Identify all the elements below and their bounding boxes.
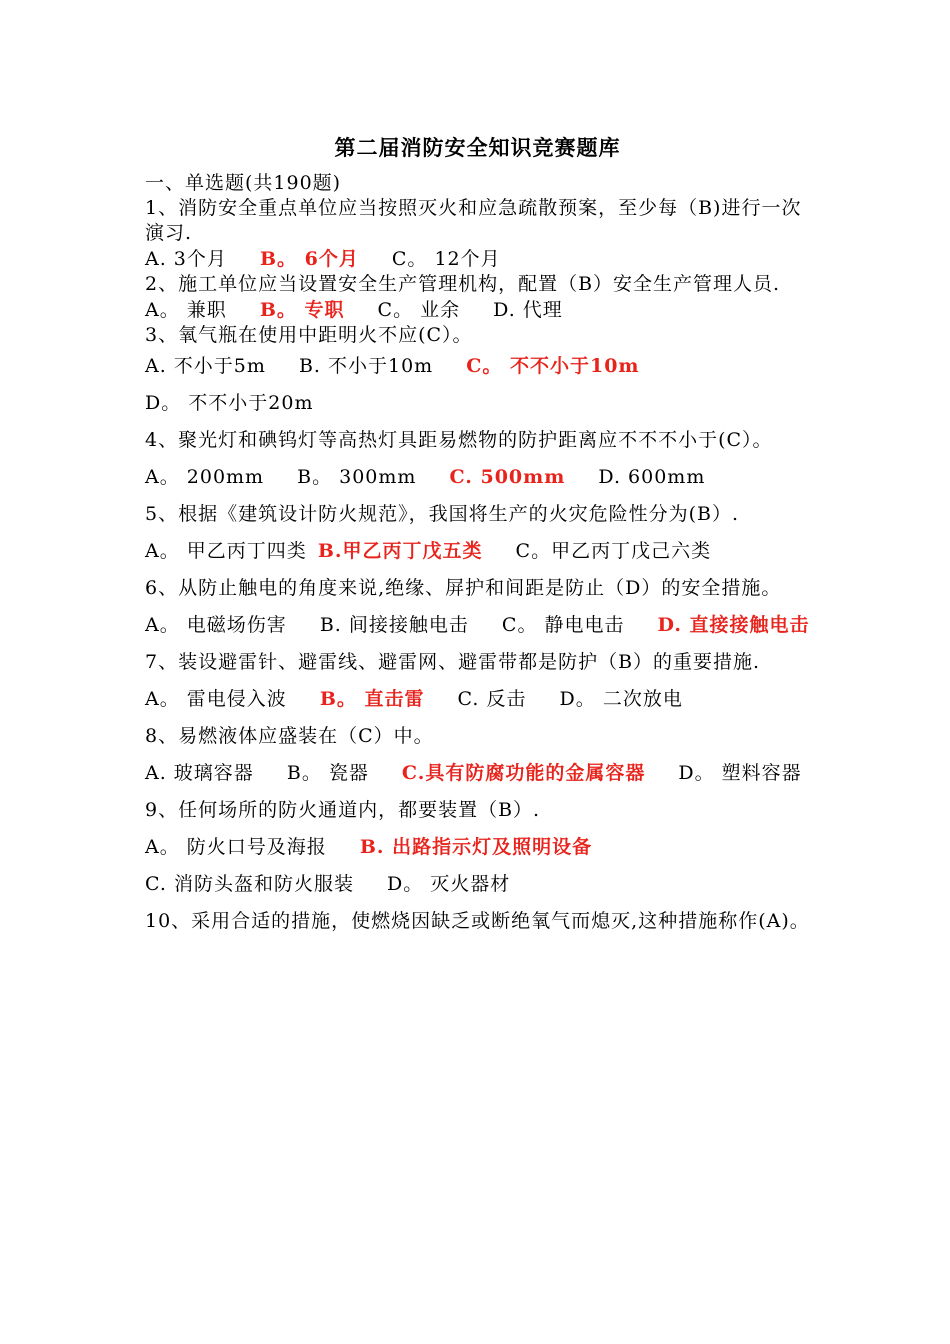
- question-text: 8、易燃液体应盛装在（C）中。: [145, 725, 434, 747]
- option: A。 甲乙丙丁四类: [145, 540, 307, 562]
- question-block: [145, 644, 810, 718]
- option-row: [145, 297, 810, 323]
- question-text: 9、任何场所的防火通道内，都要装置（B）.: [145, 799, 541, 821]
- option: A。 防火口号及海报: [145, 836, 327, 858]
- question-block: [145, 496, 810, 570]
- option-row: [145, 829, 810, 903]
- correct-option: B。 专职: [259, 299, 345, 321]
- option: D. 600mm: [598, 466, 706, 488]
- question-block: [145, 570, 810, 644]
- section-heading: 一、单选题(共190题): [145, 172, 342, 194]
- option: C。 业余: [377, 299, 461, 321]
- option: D。 塑料容器: [678, 762, 802, 784]
- option-row: [145, 681, 810, 718]
- option: A。 电磁场伤害: [145, 614, 287, 636]
- option: C. 反击: [457, 688, 527, 710]
- option: C。 静电电击: [501, 614, 625, 636]
- question-block: [145, 718, 810, 792]
- question-text: 5、根据《建筑设计防火规范》，我国将生产的火灾危险性分为(B）.: [145, 503, 740, 525]
- option-row: [145, 348, 810, 422]
- option: A. 不小于5m: [145, 355, 266, 377]
- question-text: 4、聚光灯和碘钨灯等高热灯具距易燃物的防护距离应不不不小于(C）。: [145, 429, 773, 451]
- option: C。甲乙丙丁戊己六类: [515, 540, 712, 562]
- question-block: [145, 196, 810, 272]
- option: D。 灭火器材: [387, 873, 511, 895]
- option: B。 瓷器: [286, 762, 369, 784]
- question-block: [145, 323, 810, 422]
- option: A。 200mm: [145, 466, 265, 488]
- question-text: 10、采用合适的措施，使燃烧因缺乏或断绝氧气而熄灭,这种措施称作(A)。: [145, 910, 810, 932]
- correct-option: C。 不不小于10m: [466, 355, 640, 377]
- option-row: [145, 246, 810, 272]
- question-block: [145, 792, 810, 903]
- correct-option: C. 500mm: [449, 466, 566, 488]
- option: A。 雷电侵入波: [145, 688, 287, 710]
- option-row: [145, 533, 810, 570]
- option-row: [145, 607, 810, 644]
- question-block: [145, 903, 810, 940]
- question-text: 1、消防安全重点单位应当按照灭火和应急疏散预案，至少每（B)进行一次演习.: [145, 197, 802, 244]
- question-text: 6、从防止触电的角度来说,绝缘、屏护和间距是防止（D）的安全措施。: [145, 577, 782, 599]
- option: A。 兼职: [145, 299, 227, 321]
- option: A. 3个月: [145, 248, 227, 270]
- correct-option: C.具有防腐功能的金属容器: [401, 762, 646, 784]
- document-content: [145, 132, 810, 940]
- option: D. 代理: [493, 299, 563, 321]
- correct-option: B. 出路指示灯及照明设备: [359, 836, 593, 858]
- document-title: 第二届消防安全知识竞赛题库: [334, 135, 621, 160]
- question-text: 2、施工单位应当设置安全生产管理机构，配置（B）安全生产管理人员.: [145, 273, 781, 295]
- option: D。 不不小于20m: [145, 392, 314, 414]
- option: C。 12个月: [391, 248, 501, 270]
- option: C. 消防头盔和防火服装: [145, 873, 354, 895]
- option-row: [145, 459, 810, 496]
- option-row: [145, 755, 810, 792]
- option: B. 间接接触电击: [319, 614, 469, 636]
- question-block: [145, 422, 810, 496]
- correct-option: B。 6个月: [259, 248, 359, 270]
- question-text: 7、装设避雷针、避雷线、避雷网、避雷带都是防护（B）的重要措施.: [145, 651, 761, 673]
- correct-option: D. 直接接触电击: [657, 614, 810, 636]
- option: A. 玻璃容器: [145, 762, 254, 784]
- correct-option: B.甲乙丙丁戊五类: [317, 540, 483, 562]
- correct-option: B。 直击雷: [319, 688, 425, 710]
- option: B. 不小于10m: [298, 355, 434, 377]
- question-block: [145, 272, 810, 323]
- question-text: 3、氧气瓶在使用中距明火不应(C）。: [145, 324, 473, 346]
- option: D。 二次放电: [559, 688, 683, 710]
- option: B。 300mm: [297, 466, 417, 488]
